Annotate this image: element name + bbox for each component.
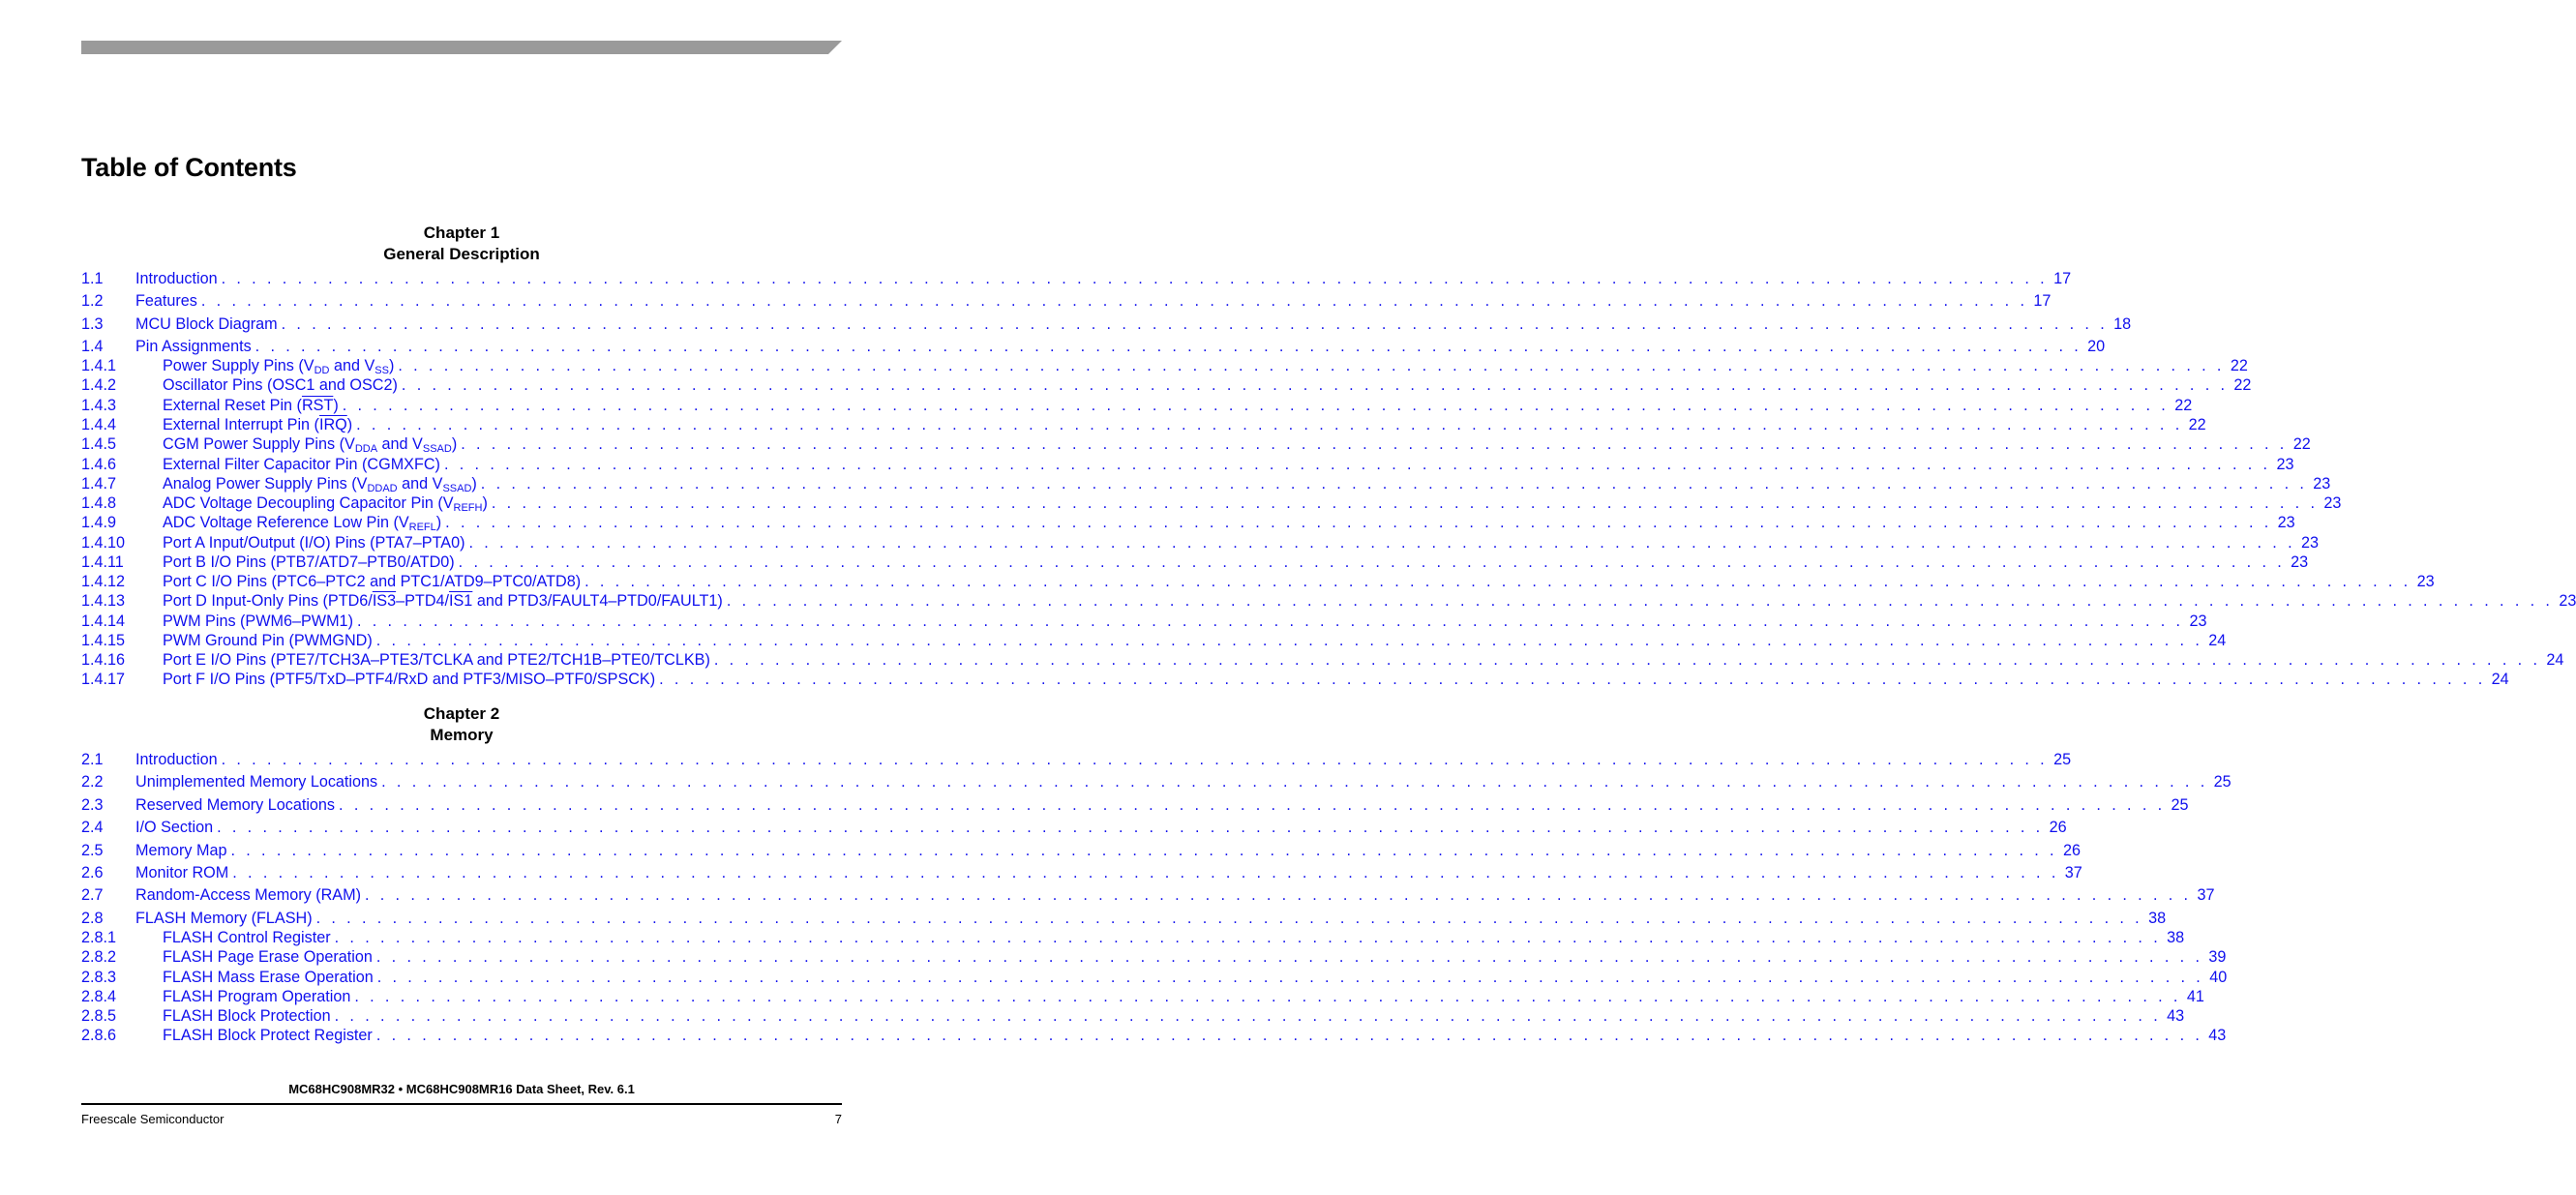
toc-dot-leader: . . . . . . . . . . . . . . . . . . . . . . . . . . . . . . . . . . . . . . . . . . . . . . . . . . . . . . . . . . . . . . . . . . . . . . . . . . . . . . . . . . . . . . . . . . . . . . . . . . . . . . . . . . . . . . . . . . . . . . . . [398, 357, 2225, 374]
toc-entry-page: 26 [2062, 842, 2081, 859]
toc-dot-leader: . . . . . . . . . . . . . . . . . . . . . . . . . . . . . . . . . . . . . . . . . . . . . . . . . . . . . . . . . . . . . . . . . . . . . . . . . . . . . . . . . . . . . . . . . . . . . . . . . . . . . . . . . . . . . . . . . . . . . . . . [584, 573, 2411, 590]
toc-entry[interactable] [81, 968, 2228, 987]
toc-entry[interactable] [81, 841, 2081, 860]
toc-entry-title: PWM Ground Pin (PWMGND) [163, 632, 373, 649]
toc-entry[interactable] [81, 415, 2206, 434]
toc-entry-title: Introduction [135, 270, 218, 287]
toc-entry-page: 23 [2416, 573, 2435, 590]
toc-entry-number: 2.1 [81, 751, 104, 768]
toc-entry-title: FLASH Block Protect Register [163, 1027, 373, 1044]
toc-entry-page: 41 [2186, 988, 2204, 1005]
toc-entry-number: 2.8.4 [81, 988, 117, 1005]
toc-entry-page: 17 [2053, 270, 2072, 287]
toc-entry-number: 1.4.1 [81, 357, 117, 374]
toc-entry-page: 43 [2167, 1007, 2185, 1025]
toc-entry[interactable] [81, 356, 2248, 376]
toc-entry-title: Introduction [135, 751, 218, 768]
toc-entry-page: 24 [2546, 651, 2564, 669]
toc-entry-page: 20 [2087, 338, 2106, 355]
toc-dot-leader: . . . . . . . . . . . . . . . . . . . . . . . . . . . . . . . . . . . . . . . . . . . . . . . . . . . . . . . . . . . . . . . . . . . . . . . . . . . . . . . . . . . . . . . . . . . . . . . . . . . . . . . . . . . . . . . . . . . . . . . . [232, 864, 2059, 881]
toc-entry-page: 26 [2049, 819, 2067, 836]
chapter-title: Memory [430, 726, 494, 744]
chapter-label: Chapter 2 [423, 704, 500, 723]
chapter-title: General Description [383, 245, 540, 263]
toc-entry-number: 1.4.6 [81, 456, 117, 473]
toc-entry-number: 2.8.6 [81, 1027, 117, 1044]
toc-entry[interactable] [81, 314, 2132, 334]
toc-entry-page: 22 [2233, 376, 2252, 394]
toc-entry-page: 40 [2209, 969, 2228, 986]
toc-entry[interactable] [81, 455, 2294, 474]
toc-dot-leader: . . . . . . . . . . . . . . . . . . . . . . . . . . . . . . . . . . . . . . . . . . . . . . . . . . . . . . . . . . . . . . . . . . . . . . . . . . . . . . . . . . . . . . . . . . . . . . . . . . . . . . . . . . . . . . . . . . . . . . . . [221, 751, 2049, 768]
toc-entry[interactable] [81, 947, 2227, 967]
footer-company: Freescale Semiconductor [81, 1112, 225, 1126]
toc-dot-leader: . . . . . . . . . . . . . . . . . . . . . . . . . . . . . . . . . . . . . . . . . . . . . . . . . . . . . . . . . . . . . . . . . . . . . . . . . . . . . . . . . . . . . . . . . . . . . . . . . . . . . . . . . . . . . . . . . . . . . . . . [445, 514, 2272, 531]
toc-entry[interactable] [81, 928, 2185, 947]
toc-entry-page: 25 [2053, 751, 2072, 768]
toc-entry[interactable] [81, 909, 2167, 928]
toc-entry-title: FLASH Block Protection [163, 1007, 331, 1025]
toc-entry-title: Random-Access Memory (RAM) [135, 886, 361, 904]
toc-entry[interactable] [81, 591, 2576, 611]
toc-entry-title: Port A Input/Output (I/O) Pins (PTA7–PTA0) [163, 534, 465, 552]
toc-entry-number: 1.4.9 [81, 514, 117, 531]
toc-entry[interactable] [81, 1026, 2227, 1045]
toc-dot-leader: . . . . . . . . . . . . . . . . . . . . . . . . . . . . . . . . . . . . . . . . . . . . . . . . . . . . . . . . . . . . . . . . . . . . . . . . . . . . . . . . . . . . . . . . . . . . . . . . . . . . . . . . . . . . . . . . . . . . . . . . [491, 494, 2319, 512]
toc-dot-leader: . . . . . . . . . . . . . . . . . . . . . . . . . . . . . . . . . . . . . . . . . . . . . . . . . . . . . . . . . . . . . . . . . . . . . . . . . . . . . . . . . . . . . . . . . . . . . . . . . . . . . . . . . . . . . . . . . . . . . . . . [376, 969, 2204, 986]
toc-entry-title: Oscillator Pins (OSC1 and OSC2) [163, 376, 398, 394]
toc-dot-leader: . . . . . . . . . . . . . . . . . . . . . . . . . . . . . . . . . . . . . . . . . . . . . . . . . . . . . . . . . . . . . . . . . . . . . . . . . . . . . . . . . . . . . . . . . . . . . . . . . . . . . . . . . . . . . . . . . . . . . . . . [339, 796, 2166, 814]
toc-entry-page: 22 [2174, 397, 2193, 414]
toc-entry-number: 1.4.4 [81, 416, 117, 433]
toc-entry-title: Memory Map [135, 842, 227, 859]
toc-entry-title: Port B I/O Pins (PTB7/ATD7–PTB0/ATD0) [163, 553, 455, 571]
toc-dot-leader: . . . . . . . . . . . . . . . . . . . . . . . . . . . . . . . . . . . . . . . . . . . . . . . . . . . . . . . . . . . . . . . . . . . . . . . . . . . . . . . . . . . . . . . . . . . . . . . . . . . . . . . . . . . . . . . . . . . . . . . . [659, 671, 2486, 688]
toc-dot-leader: . . . . . . . . . . . . . . . . . . . . . . . . . . . . . . . . . . . . . . . . . . . . . . . . . . . . . . . . . . . . . . . . . . . . . . . . . . . . . . . . . . . . . . . . . . . . . . . . . . . . . . . . . . . . . . . . . . . . . . . . [713, 651, 2541, 669]
toc-dot-leader: . . . . . . . . . . . . . . . . . . . . . . . . . . . . . . . . . . . . . . . . . . . . . . . . . . . . . . . . . . . . . . . . . . . . . . . . . . . . . . . . . . . . . . . . . . . . . . . . . . . . . . . . . . . . . . . . . . . . . . . . [255, 338, 2082, 355]
toc-entry-title: Features [135, 292, 197, 310]
toc-dot-leader: . . . . . . . . . . . . . . . . . . . . . . . . . . . . . . . . . . . . . . . . . . . . . . . . . . . . . . . . . . . . . . . . . . . . . . . . . . . . . . . . . . . . . . . . . . . . . . . . . . . . . . . . . . . . . . . . . . . . . . . . [461, 435, 2288, 453]
toc-entry-title: MCU Block Diagram [135, 315, 278, 333]
toc-entry-title: Port D Input-Only Pins (PTD6/IS3–PTD4/IS1 and PTD3/FAULT4–PTD0/FAULT1) [163, 592, 723, 610]
toc-entry[interactable] [81, 269, 2072, 288]
toc-entry[interactable] [81, 885, 2215, 905]
toc-entry-number: 2.2 [81, 773, 104, 791]
footer-divider [81, 1103, 842, 1105]
toc-entry[interactable] [81, 553, 2309, 572]
toc-entry-number: 2.8 [81, 910, 104, 927]
toc-dot-leader: . . . . . . . . . . . . . . . . . . . . . . . . . . . . . . . . . . . . . . . . . . . . . . . . . . . . . . . . . . . . . . . . . . . . . . . . . . . . . . . . . . . . . . . . . . . . . . . . . . . . . . . . . . . . . . . . . . . . . . . . [334, 1007, 2162, 1025]
chapter-heading [81, 223, 842, 265]
toc-entry-number: 1.4.3 [81, 397, 117, 414]
toc-entry-page: 23 [2189, 612, 2207, 630]
toc-entry-title: Monitor ROM [135, 864, 229, 881]
toc-entry-number: 1.2 [81, 292, 104, 310]
toc-dot-leader: . . . . . . . . . . . . . . . . . . . . . . . . . . . . . . . . . . . . . . . . . . . . . . . . . . . . . . . . . . . . . . . . . . . . . . . . . . . . . . . . . . . . . . . . . . . . . . . . . . . . . . . . . . . . . . . . . . . . . . . . [480, 475, 2308, 493]
toc-entry-title: CGM Power Supply Pins ($V_{DDA}$ and $V_{SSAD}$) [163, 435, 458, 455]
toc-entry[interactable] [81, 337, 2106, 356]
toc-entry-number: 1.4.7 [81, 475, 117, 493]
toc-entry-title: FLASH Control Register [163, 929, 331, 946]
toc-entry-number: 1.3 [81, 315, 104, 333]
toc-entry-number: 2.7 [81, 886, 104, 904]
toc-entry[interactable] [81, 863, 2082, 882]
toc-entry-title: Pin Assignments [135, 338, 252, 355]
toc-entry-number: 1.4.17 [81, 671, 126, 688]
toc-entry-number: 2.8.2 [81, 948, 117, 966]
toc-entry-title: Port C I/O Pins (PTC6–PTC2 and PTC1/ATD9–PTC0/ATD8) [163, 573, 582, 590]
toc-dot-leader: . . . . . . . . . . . . . . . . . . . . . . . . . . . . . . . . . . . . . . . . . . . . . . . . . . . . . . . . . . . . . . . . . . . . . . . . . . . . . . . . . . . . . . . . . . . . . . . . . . . . . . . . . . . . . . . . . . . . . . . . [354, 988, 2181, 1005]
toc-dot-leader: . . . . . . . . . . . . . . . . . . . . . . . . . . . . . . . . . . . . . . . . . . . . . . . . . . . . . . . . . . . . . . . . . . . . . . . . . . . . . . . . . . . . . . . . . . . . . . . . . . . . . . . . . . . . . . . . . . . . . . . . [364, 886, 2192, 904]
toc-entry-title: ADC Voltage Decoupling Capacitor Pin $(V_{REFH})$ [163, 494, 488, 514]
chapter-label: Chapter 1 [423, 224, 500, 242]
toc-entry[interactable] [81, 631, 2227, 650]
toc-entry-page: 37 [2064, 864, 2082, 881]
toc-dot-leader: . . . . . . . . . . . . . . . . . . . . . . . . . . . . . . . . . . . . . . . . . . . . . . . . . . . . . . . . . . . . . . . . . . . . . . . . . . . . . . . . . . . . . . . . . . . . . . . . . . . . . . . . . . . . . . . . . . . . . . . . [458, 553, 2286, 571]
toc-entry-page: 38 [2167, 929, 2185, 946]
toc-entry-number: 1.4.11 [81, 553, 124, 571]
toc-entry-number: 2.8.1 [81, 929, 117, 946]
toc-dot-leader: . . . . . . . . . . . . . . . . . . . . . . . . . . . . . . . . . . . . . . . . . . . . . . . . . . . . . . . . . . . . . . . . . . . . . . . . . . . . . . . . . . . . . . . . . . . . . . . . . . . . . . . . . . . . . . . . . . . . . . . . [217, 819, 2044, 836]
toc-entry[interactable] [81, 434, 2311, 455]
toc-entry-page: 23 [2559, 592, 2576, 610]
toc-entry-title: Port F I/O Pins (PTF5/TxD–PTF4/RxD and PTF3/MISO–PTF0/SPSCK) [163, 671, 656, 688]
toc-entry[interactable] [81, 612, 2207, 631]
toc-entry-page: 22 [2230, 357, 2248, 374]
toc-entry-title: External Filter Capacitor Pin (CGMXFC) [163, 456, 440, 473]
toc-dot-leader: . . . . . . . . . . . . . . . . . . . . . . . . . . . . . . . . . . . . . . . . . . . . . . . . . . . . . . . . . . . . . . . . . . . . . . . . . . . . . . . . . . . . . . . . . . . . . . . . . . . . . . . . . . . . . . . . . . . . . . . . [356, 612, 2184, 630]
toc-entry-title: ADC Voltage Reference Low Pin $(V_{REFL})$ [163, 514, 442, 533]
toc-entry-title: External Interrupt Pin $(\overline{IRQ})$ [163, 416, 353, 433]
toc-entry-title: Analog Power Supply Pins ($V_{DDAD}$ and $V_{SSAD}$) [163, 475, 477, 494]
toc-dot-leader: . . . . . . . . . . . . . . . . . . . . . . . . . . . . . . . . . . . . . . . . . . . . . . . . . . . . . . . . . . . . . . . . . . . . . . . . . . . . . . . . . . . . . . . . . . . . . . . . . . . . . . . . . . . . . . . . . . . . . . . . [468, 534, 2295, 552]
toc-entry-number: 1.4.2 [81, 376, 117, 394]
toc-entry[interactable] [81, 818, 2067, 837]
toc-entry-page: 24 [2491, 671, 2509, 688]
toc-entry-number: 1.4.15 [81, 632, 126, 649]
toc-entry[interactable] [81, 750, 2072, 769]
toc-entry-page: 25 [2171, 796, 2189, 814]
toc-entry-number: 2.3 [81, 796, 104, 814]
toc-entry-page: 23 [2323, 494, 2342, 512]
toc-dot-leader: . . . . . . . . . . . . . . . . . . . . . . . . . . . . . . . . . . . . . . . . . . . . . . . . . . . . . . . . . . . . . . . . . . . . . . . . . . . . . . . . . . . . . . . . . . . . . . . . . . . . . . . . . . . . . . . . . . . . . . . . [342, 397, 2170, 414]
toc-entry[interactable] [81, 474, 2331, 494]
toc-entry-page: 18 [2113, 315, 2132, 333]
toc-entry[interactable] [81, 493, 2342, 514]
toc-entry[interactable] [81, 650, 2564, 670]
toc-entry-page: 22 [2292, 435, 2311, 453]
toc-dot-leader: . . . . . . . . . . . . . . . . . . . . . . . . . . . . . . . . . . . . . . . . . . . . . . . . . . . . . . . . . . . . . . . . . . . . . . . . . . . . . . . . . . . . . . . . . . . . . . . . . . . . . . . . . . . . . . . . . . . . . . . . [375, 632, 2203, 649]
toc-entry[interactable] [81, 375, 2252, 395]
toc-dot-leader: . . . . . . . . . . . . . . . . . . . . . . . . . . . . . . . . . . . . . . . . . . . . . . . . . . . . . . . . . . . . . . . . . . . . . . . . . . . . . . . . . . . . . . . . . . . . . . . . . . . . . . . . . . . . . . . . . . . . . . . . [200, 292, 2028, 310]
toc-entry[interactable] [81, 795, 2189, 815]
toc-entry-page: 23 [2291, 553, 2309, 571]
toc-dot-leader: . . . . . . . . . . . . . . . . . . . . . . . . . . . . . . . . . . . . . . . . . . . . . . . . . . . . . . . . . . . . . . . . . . . . . . . . . . . . . . . . . . . . . . . . . . . . . . . . . . . . . . . . . . . . . . . . . . . . . . . . [726, 592, 2554, 610]
footer-page-number: 7 [834, 1112, 842, 1126]
toc-entry[interactable] [81, 533, 2319, 553]
toc-entry-title: FLASH Mass Erase Operation [163, 969, 374, 986]
toc-entry-page: 24 [2208, 632, 2227, 649]
toc-entry[interactable] [81, 513, 2295, 533]
toc-entry-title: FLASH Program Operation [163, 988, 351, 1005]
toc-entry-number: 1.4 [81, 338, 104, 355]
toc-entry-number: 2.5 [81, 842, 104, 859]
toc-entry-number: 2.6 [81, 864, 104, 881]
toc-entry-page: 23 [2300, 534, 2319, 552]
toc-dot-leader: . . . . . . . . . . . . . . . . . . . . . . . . . . . . . . . . . . . . . . . . . . . . . . . . . . . . . . . . . . . . . . . . . . . . . . . . . . . . . . . . . . . . . . . . . . . . . . . . . . . . . . . . . . . . . . . . . . . . . . . . [401, 376, 2229, 394]
toc-entry-title: Power Supply Pins ($V_{DD}$ and $V_{SS}$) [163, 357, 395, 376]
toc-entry-number: 1.4.14 [81, 612, 126, 630]
toc-entry-title: Unimplemented Memory Locations [135, 773, 378, 791]
toc-entry-number: 2.8.5 [81, 1007, 117, 1025]
toc-entry-title: PWM Pins (PWM6–PWM1) [163, 612, 353, 630]
toc-dot-leader: . . . . . . . . . . . . . . . . . . . . . . . . . . . . . . . . . . . . . . . . . . . . . . . . . . . . . . . . . . . . . . . . . . . . . . . . . . . . . . . . . . . . . . . . . . . . . . . . . . . . . . . . . . . . . . . . . . . . . . . . [221, 270, 2049, 287]
toc-dot-leader: . . . . . . . . . . . . . . . . . . . . . . . . . . . . . . . . . . . . . . . . . . . . . . . . . . . . . . . . . . . . . . . . . . . . . . . . . . . . . . . . . . . . . . . . . . . . . . . . . . . . . . . . . . . . . . . . . . . . . . . . [230, 842, 2057, 859]
toc-entry-title: External Reset Pin $(\overline{RST})$ [163, 397, 339, 414]
toc-entry-title: Reserved Memory Locations [135, 796, 336, 814]
toc-entry-number: 1.4.10 [81, 534, 126, 552]
toc-entry[interactable] [81, 670, 2509, 689]
toc-dot-leader: . . . . . . . . . . . . . . . . . . . . . . . . . . . . . . . . . . . . . . . . . . . . . . . . . . . . . . . . . . . . . . . . . . . . . . . . . . . . . . . . . . . . . . . . . . . . . . . . . . . . . . . . . . . . . . . . . . . . . . . . [281, 315, 2109, 333]
toc-entry-page: 17 [2033, 292, 2052, 310]
toc-entry[interactable] [81, 1006, 2185, 1026]
toc-entry-page: 23 [2313, 475, 2331, 493]
toc-entry[interactable] [81, 772, 2232, 792]
footer-document-title: MC68HC908MR32 • MC68HC908MR16 Data Sheet, Rev. 6.1 [288, 1082, 635, 1096]
toc-dot-leader: . . . . . . . . . . . . . . . . . . . . . . . . . . . . . . . . . . . . . . . . . . . . . . . . . . . . . . . . . . . . . . . . . . . . . . . . . . . . . . . . . . . . . . . . . . . . . . . . . . . . . . . . . . . . . . . . . . . . . . . . [443, 456, 2271, 473]
toc-entry[interactable] [81, 572, 2435, 591]
toc-entry-number: 1.4.13 [81, 592, 126, 610]
toc-entry-title: Port E I/O Pins (PTE7/TCH3A–PTE3/TCLKA and PTE2/TCH1B–PTE0/TCLKB) [163, 651, 710, 669]
toc-entry-page: 22 [2188, 416, 2206, 433]
toc-entry-title: I/O Section [135, 819, 214, 836]
toc-entry-number: 1.4.12 [81, 573, 126, 590]
toc-entry-number: 1.4.16 [81, 651, 126, 669]
toc-entry-number: 1.4.5 [81, 435, 117, 453]
toc-entry-page: 25 [2213, 773, 2232, 791]
header-decorative-bar [81, 41, 842, 54]
toc-entry-page: 23 [2276, 456, 2294, 473]
toc-entry-number: 2.8.3 [81, 969, 117, 986]
toc-entry-title: FLASH Memory (FLASH) [135, 910, 313, 927]
toc-dot-leader: . . . . . . . . . . . . . . . . . . . . . . . . . . . . . . . . . . . . . . . . . . . . . . . . . . . . . . . . . . . . . . . . . . . . . . . . . . . . . . . . . . . . . . . . . . . . . . . . . . . . . . . . . . . . . . . . . . . . . . . . [375, 948, 2203, 966]
toc-dot-leader: . . . . . . . . . . . . . . . . . . . . . . . . . . . . . . . . . . . . . . . . . . . . . . . . . . . . . . . . . . . . . . . . . . . . . . . . . . . . . . . . . . . . . . . . . . . . . . . . . . . . . . . . . . . . . . . . . . . . . . . . [315, 910, 2143, 927]
toc-entry-page: 43 [2208, 1027, 2227, 1044]
toc-entry-number: 1.1 [81, 270, 104, 287]
toc-entry-page: 38 [2148, 910, 2167, 927]
toc-entry[interactable] [81, 291, 2052, 311]
toc-entry-title: FLASH Page Erase Operation [163, 948, 373, 966]
toc-entry-number: 1.4.8 [81, 494, 117, 512]
toc-dot-leader: . . . . . . . . . . . . . . . . . . . . . . . . . . . . . . . . . . . . . . . . . . . . . . . . . . . . . . . . . . . . . . . . . . . . . . . . . . . . . . . . . . . . . . . . . . . . . . . . . . . . . . . . . . . . . . . . . . . . . . . . [381, 773, 2208, 791]
toc-entry[interactable] [81, 396, 2193, 415]
chapter-heading [81, 703, 842, 746]
toc-dot-leader: . . . . . . . . . . . . . . . . . . . . . . . . . . . . . . . . . . . . . . . . . . . . . . . . . . . . . . . . . . . . . . . . . . . . . . . . . . . . . . . . . . . . . . . . . . . . . . . . . . . . . . . . . . . . . . . . . . . . . . . . [334, 929, 2162, 946]
toc-entry-page: 39 [2208, 948, 2227, 966]
toc-entry-page: 23 [2277, 514, 2295, 531]
toc-dot-leader: . . . . . . . . . . . . . . . . . . . . . . . . . . . . . . . . . . . . . . . . . . . . . . . . . . . . . . . . . . . . . . . . . . . . . . . . . . . . . . . . . . . . . . . . . . . . . . . . . . . . . . . . . . . . . . . . . . . . . . . . [375, 1027, 2203, 1044]
toc-entry-page: 37 [2197, 886, 2215, 904]
toc-entry-number: 2.4 [81, 819, 104, 836]
toc-entry[interactable] [81, 987, 2204, 1006]
toc-dot-leader: . . . . . . . . . . . . . . . . . . . . . . . . . . . . . . . . . . . . . . . . . . . . . . . . . . . . . . . . . . . . . . . . . . . . . . . . . . . . . . . . . . . . . . . . . . . . . . . . . . . . . . . . . . . . . . . . . . . . . . . . [356, 416, 2183, 433]
page-title: Table of Contents [81, 153, 297, 182]
